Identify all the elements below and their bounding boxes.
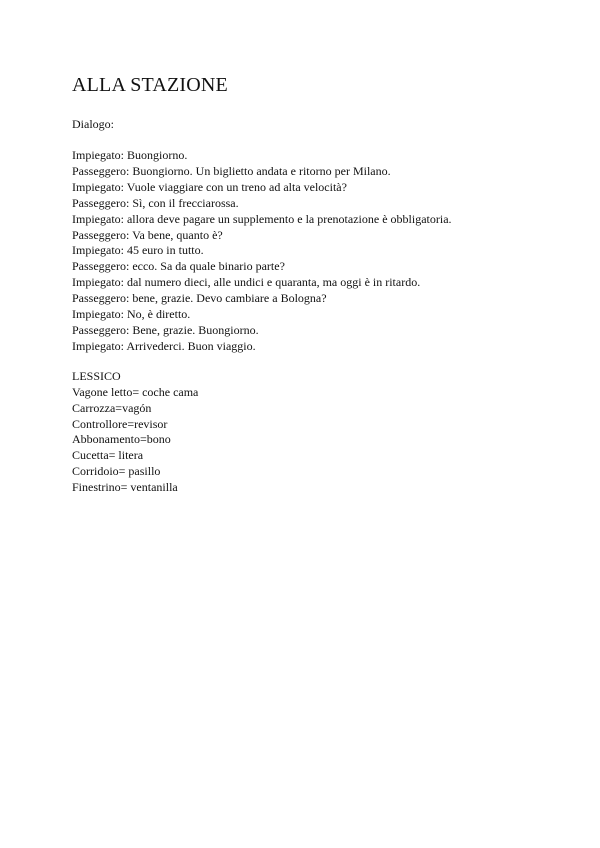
- dialogue-line: Passeggero: Bene, grazie. Buongiorno.: [72, 322, 259, 337]
- lexicon-item: Abbonamento=bono: [72, 432, 171, 447]
- dialogue-line: Passeggero: Buongiorno. Un biglietto andata e ritorno per Milano.: [72, 163, 391, 178]
- lexicon-item: Corridoio= pasillo: [72, 464, 161, 479]
- lexicon-list: [72, 385, 542, 496]
- dialogue-line: Passeggero: Sì, con il frecciarossa.: [72, 195, 239, 210]
- lexicon-heading: LESSICO: [72, 368, 121, 383]
- dialogue-line: Impiegato: 45 euro in tutto.: [72, 243, 204, 258]
- dialogue-block: [72, 148, 542, 355]
- lexicon-item: Vagone letto= coche cama: [72, 384, 199, 399]
- lexicon-item: Finestrino= ventanilla: [72, 480, 178, 495]
- dialogue-line: Impiegato: Buongiorno.: [72, 148, 188, 162]
- lexicon-item: Cucetta= litera: [72, 448, 144, 463]
- dialogue-line: Impiegato: No, è diretto.: [72, 307, 191, 322]
- dialogue-line: Impiegato: dal numero dieci, alle undici e quaranta, ma oggi è in ritardo.: [72, 275, 421, 290]
- dialogue-line: Impiegato: Vuole viaggiare con un treno ad alta velocità?: [72, 179, 347, 194]
- dialogue-line: Impiegato: Arrivederci. Buon viaggio.: [72, 338, 256, 353]
- lexicon-item: Carrozza=vagón: [72, 400, 152, 415]
- lexicon-item: Controllore=revisor: [72, 416, 168, 431]
- document-title: ALLA STAZIONE: [72, 74, 228, 96]
- dialogue-line: Impiegato: allora deve pagare un supplemento e la prenotazione è obbligatoria.: [72, 211, 452, 226]
- document-page: [72, 72, 542, 496]
- dialogue-line: Passeggero: bene, grazie. Devo cambiare a Bologna?: [72, 291, 327, 306]
- dialogue-heading: Dialogo:: [72, 117, 114, 131]
- dialogue-line: Passeggero: ecco. Sa da quale binario parte?: [72, 259, 285, 274]
- dialogue-line: Passeggero: Va bene, quanto è?: [72, 227, 223, 242]
